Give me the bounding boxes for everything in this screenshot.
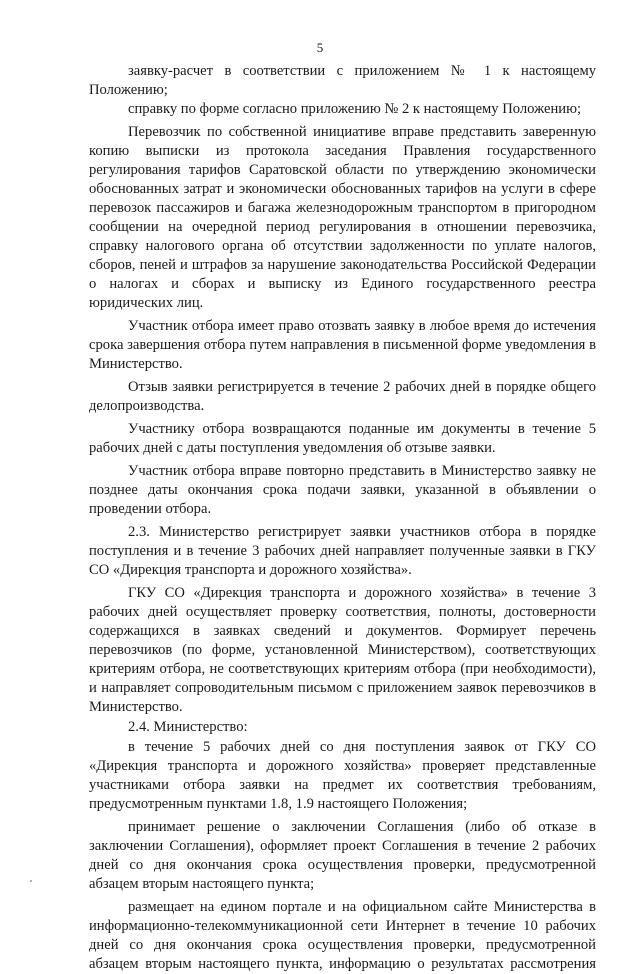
scan-speck [30,880,32,882]
paragraph-resubmission: Участник отбора вправе повторно представить в Министерство заявку не позднее даты окончания срока подачи заявки, указанной в объявлении о проведении отбора. [89,463,596,517]
paragraph-certificate-form: справку по форме согласно приложению № 2 к настоящему Положению; [128,101,582,117]
paragraph-publication: размещает на едином портале и на официальном сайте Министерства в информационно-телекоммуникационной сети Интернет в течение 10 рабочих дней со дня окончания срока осуществления проверки, предусмотренной абзацем вторым настоящего пункта, информацию о результатах рассмотрения [89,899,596,972]
paragraph-carrier-initiative: Перевозчик по собственной инициативе вправе представить заверенную копию выписки из протокола заседания Правления государственного регулирования тарифов Саратовской области по утверждению экономически обоснованных затрат и экономически обоснованных тарифов на услуги в сфере перевозок пассажиров и багажа железнодорожным транспортом в пригородном сообщении на очередной период регулирования в отношении перевозчика, справку налогового органа об отсутствии задолженности по уплате налогов, сборов, пеней и штрафов за нарушение законодательства Российской Федерации о налогах и сборах и выписку из Единого государственного реестра юридических лиц. [89,124,596,311]
page-number: 5 [316,40,324,55]
paragraph-documents-return: Участнику отбора возвращаются поданные им документы в течение 5 рабочих дней с даты поступления уведомления об отзыве заявки. [89,421,596,456]
paragraph-2-4-heading: 2.4. Министерство: [128,719,248,735]
document-body [89,62,596,974]
paragraph-withdraw-registration: Отзыв заявки регистрируется в течение 2 рабочих дней в порядке общего делопроизводства. [89,379,596,414]
paragraph-gku-check: ГКУ СО «Дирекция транспорта и дорожного хозяйства» в течение 3 рабочих дней осуществляет проверку соответствия, полноты, достоверности содержащихся в заявках сведений и документов. Формирует перечень перевозчиков (по форме, установленной Министерством), соответствующих критериям отбора, не соответствующих критериям отбора (при необходимости), и направляет сопроводительным письмом с приложением заявок перевозчиков в Министерство. [89,585,596,715]
paragraph-application-form: заявку-расчет в соответствии с приложением № 1 к настоящему Положению; [89,63,596,98]
paragraph-withdraw-right: Участник отбора имеет право отозвать заявку в любое время до истечения срока завершения отбора путем направления в письменной форме уведомления в Министерство. [89,318,596,372]
paragraph-ministry-review: в течение 5 рабочих дней со дня поступления заявок от ГКУ СО «Дирекция транспорта и дорожного хозяйства» проверяет представленные участниками отбора заявки на предмет их соответствия требованиям, предусмотренным пунктами 1.8, 1.9 настоящего Положения; [89,739,596,812]
paragraph-2-3: 2.3. Министерство регистрирует заявки участников отбора в порядке поступления и в течение 3 рабочих дней направляет полученные заявки в ГКУ СО «Дирекция транспорта и дорожного хозяйства». [89,524,596,578]
paragraph-agreement-decision: принимает решение о заключении Соглашения (либо об отказе в заключении Соглашения), оформляет проект Соглашения в течение 2 рабочих дней со дня окончания срока осуществления проверки, предусмотренной абзацем вторым настоящего пункта; [89,819,596,892]
